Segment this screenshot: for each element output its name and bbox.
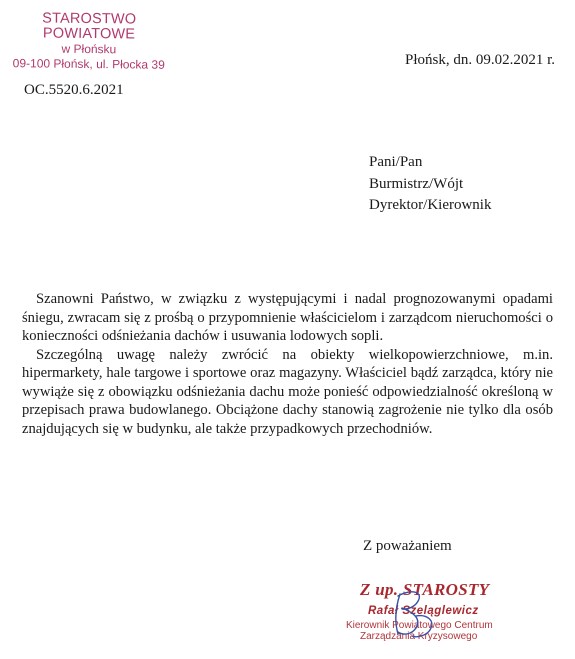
addressee-line: Burmistrz/Wójt: [369, 175, 464, 192]
signature-stamp: [346, 576, 571, 656]
addressee-block: [369, 152, 491, 217]
stamp-office-address: 09-100 Płońsk, ul. Płocka 39: [12, 56, 165, 72]
stamp-office-location: w Płońsku: [61, 41, 117, 57]
stamp-office-name: STAROSTWO POWIATOWE: [42, 10, 137, 43]
handwritten-signature: [386, 586, 446, 642]
body-paragraph: Szczególną uwagę należy zwrócić na obiekty wielkopowierzchniowe, m.in. hipermarkety, hale targowe i sportowe oraz magazyny. Właściciel bądź zarządca, który nie wywiąże się z obowiązku odśnieżania dachu może ponieść odpowiedzialność określoną w przepisach prawa budowlanego. Obciążone dachy stanowią zagrożenie nie tylko dla osób znajdujących się w budynku, ale także przypadkowych przechodniów.: [22, 346, 553, 437]
addressee-line: Dyrektor/Kierownik: [369, 197, 492, 213]
office-stamp: [4, 11, 175, 73]
addressee-line: Pani/Pan: [369, 154, 423, 170]
reference-number: OC.5520.6.2021: [24, 82, 124, 98]
closing-phrase: Z poważaniem: [363, 538, 452, 554]
body-paragraph: Szanowni Państwo, w związku z występującymi i nadal prognozowanymi opadami śniegu, zwracam się z prośbą o przypomnienie właścicielom i zarządcom nieruchomości o konieczności odśnieżania dachów i usuwania lodowych sopli.: [22, 291, 553, 344]
signatory-position: Zarządzania Kryzysowego: [360, 631, 478, 642]
signature-authority: Z up. STAROSTY: [360, 580, 490, 599]
signatory-position: Kierownik Powiatowego Centrum: [346, 620, 493, 631]
letter-body: [22, 290, 553, 438]
signatory-name: Rafał Szeląglewicz: [368, 605, 479, 617]
place-and-date: Płońsk, dn. 09.02.2021 r.: [404, 52, 555, 68]
